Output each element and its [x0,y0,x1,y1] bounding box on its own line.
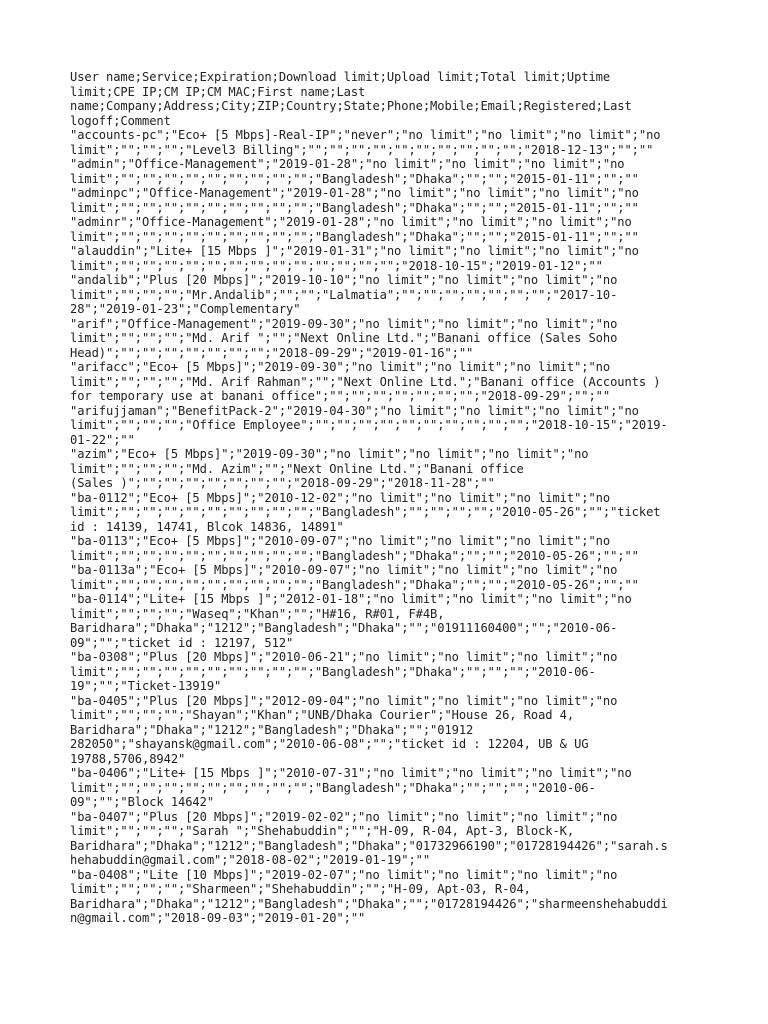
text-line: limit";"";"";"";"Mr.Andalib";"";"";"Lalmatia";"";"";"";"";"";"";"";"2017-10- [70,287,618,302]
text-line: logoff;Comment [70,113,171,128]
text-line: "ba-0407";"Plus [20 Mbps]";"2019-02-02";"no limit";"no limit";"no limit";"no [70,809,618,824]
text-line: "ba-0113";"Eco+ [5 Mbps]";"2010-09-07";"no limit";"no limit";"no limit";"no [70,534,611,548]
text-line: limit";"";"";"";"Level3 Billing";"";"";"";"";"";"";"";"";"";"";"2018-12-13";"";"" [70,142,654,157]
text-line: limit";"";"";"";"";"";"";"";"";"";"Bangladesh";"";"";"";"";"2010-05-26";"";"ticket [70,505,661,519]
text-line: 19788,5706,8942" [70,751,186,766]
text-line: limit";"";"";"";"";"";"";"";"";"";"";"";"";"";"2018-10-15";"2019-01-12";"" [70,258,603,273]
text-line: name;Company;Address;City;ZIP;Country;State;Phone;Mobile;Email;Registered;Last [70,99,632,113]
text-line: "alauddin";"Lite+ [15 Mbps ]";"2019-01-31";"no limit";"no limit";"no limit";"no [70,244,639,258]
text-line: hehabuddin@gmail.com";"2018-08-02";"2019-01-19";"" [70,853,431,867]
text-line: limit";"";"";"";"Office Employee";"";"";"";"";"";"";"";"";"";"";"2018-10-15";"2019- [70,418,668,432]
text-line: limit";"";"";"";"";"";"";"";"";"";"Bangladesh";"Dhaka";"";"";"2010-05-26";"";"" [70,548,639,563]
text-line: limit";"";"";"";"Shayan";"Khan";"UNB/Dhaka Courier";"House 26, Road 4, [70,708,575,722]
text-line: 09";"";"Block 14642" [70,795,215,809]
text-line: limit";"";"";"";"Md. Azim";"";"Next Online Ltd.";"Banani office [70,461,524,476]
text-line: "arifujjaman";"BenefitPack-2";"2019-04-30";"no limit";"no limit";"no limit";"no [70,403,639,418]
text-line: "azim";"Eco+ [5 Mbps]";"2019-09-30";"no limit";"no limit";"no limit";"no [70,447,589,461]
document-page [70,70,722,926]
text-line: "arifacc";"Eco+ [5 Mbps]";"2019-09-30";"no limit";"no limit";"no limit";"no [70,360,611,374]
text-line: limit";"";"";"";"Waseq";"Khan";"";"H#16, R#01, F#4B, [70,606,445,621]
text-line: User name;Service;Expiration;Download limit;Upload limit;Total limit;Uptime [70,70,611,84]
text-line: "ba-0406";"Lite+ [15 Mbps ]";"2010-07-31";"no limit";"no limit";"no limit";"no [70,766,632,780]
text-line: 19";"";"Ticket-13919" [70,679,222,693]
text-line: "adminpc";"Office-Management";"2019-01-28";"no limit";"no limit";"no limit";"no [70,186,639,200]
text-line: "admin";"Office-Management";"2019-01-28";"no limit";"no limit";"no limit";"no [70,157,625,171]
text-line: 01-22";"" [70,432,135,447]
text-line: limit";"";"";"";"";"";"";"";"";"";"Bangladesh";"Dhaka";"";"";"2010-05-26";"";"" [70,577,639,592]
text-line: limit";"";"";"";"";"";"";"";"";"";"Bangladesh";"Dhaka";"";"";"2015-01-11";"";"" [70,200,639,215]
text-line: "ba-0408";"Lite [10 Mbps]";"2019-02-07";"no limit";"no limit";"no limit";"no [70,867,618,882]
text-line: id : 14139, 14741, Blcok 14836, 14891" [70,519,344,534]
text-line: "accounts-pc";"Eco+ [5 Mbps]-Real-IP";"never";"no limit";"no limit";"no limit";"no [70,128,661,142]
text-line: Baridhara";"Dhaka";"1212";"Bangladesh";"Dhaka";"";"01728194426";"sharmeenshehabuddi [70,896,668,911]
text-line: limit";"";"";"";"Sharmeen";"Shehabuddin";"";"H-09, Apt-03, R-04, [70,882,531,896]
text-line: "ba-0308";"Plus [20 Mbps]";"2010-06-21";"no limit";"no limit";"no limit";"no [70,650,618,664]
text-line: "ba-0112";"Eco+ [5 Mbps]";"2010-12-02";"no limit";"no limit";"no limit";"no [70,490,611,505]
text-line: "arif";"Office-Management";"2019-09-30";"no limit";"no limit";"no limit";"no [70,316,618,331]
text-line: Baridhara";"Dhaka";"1212";"Bangladesh";"Dhaka";"";"01911160400";"";"2010-06- [70,621,618,635]
text-line: "ba-0405";"Plus [20 Mbps]";"2012-09-04";"no limit";"no limit";"no limit";"no [70,693,618,708]
text-line: n@gmail.com";"2018-09-03";"2019-01-20";"" [70,911,366,925]
text-line: Baridhara";"Dhaka";"1212";"Bangladesh";"Dhaka";"01732966190";"01728194426";"sarah.s [70,838,668,853]
text-line: limit";"";"";"";"";"";"";"";"";"";"Bangladesh";"Dhaka";"";"";"2015-01-11";"";"" [70,171,639,186]
text-line: "ba-0114";"Lite+ [15 Mbps ]";"2012-01-18";"no limit";"no limit";"no limit";"no [70,592,632,606]
text-line: "adminr";"Office-Management";"2019-01-28";"no limit";"no limit";"no limit";"no [70,215,632,229]
text-line: limit";"";"";"";"Sarah ";"Shehabuddin";"";"H-09, R-04, Apt-3, Block-K, [70,824,575,838]
text-line: limit";"";"";"";"";"";"";"";"";"";"Bangladesh";"Dhaka";"";"";"";"2010-06- [70,664,596,679]
text-line: (Sales )";"";"";"";"";"";"";"";"2018-09-29";"2018-11-28";"" [70,476,495,490]
text-line: limit";"";"";"";"";"";"";"";"";"";"Bangladesh";"Dhaka";"";"";"";"2010-06- [70,780,596,795]
text-line: Head)";"";"";"";"";"";"";"";"2018-09-29";"2019-01-16";"" [70,345,474,360]
text-line: "ba-0113a";"Eco+ [5 Mbps]";"2010-09-07";"no limit";"no limit";"no limit";"no [70,563,618,577]
text-line: limit";"";"";"";"Md. Arif ";"";"Next Online Ltd.";"Banani office (Sales Soho [70,331,618,345]
text-line: 28";"2019-01-23";"Complementary" [70,302,301,316]
text-line: limit";"";"";"";"Md. Arif Rahman";"";"Next Online Ltd.";"Banani office (Accounts ) [70,374,661,389]
text-line: 09";"";"ticket id : 12197, 512" [70,635,294,650]
text-line: "andalib";"Plus [20 Mbps]";"2019-10-10";"no limit";"no limit";"no limit";"no [70,273,618,287]
text-line: 282050";"shayansk@gmail.com";"2010-06-08";"";"ticket id : 12204, UB & UG [70,737,589,751]
text-line: limit";"";"";"";"";"";"";"";"";"";"Bangladesh";"Dhaka";"";"";"2015-01-11";"";"" [70,229,639,244]
text-line: Baridhara";"Dhaka";"1212";"Bangladesh";"Dhaka";"";"01912 [70,722,474,737]
text-line: limit;CPE IP;CM IP;CM MAC;First name;Last [70,84,366,99]
text-line: for temporary use at banani office";"";"";"";"";"";"";"";"2018-09-29";"";"" [70,389,611,403]
